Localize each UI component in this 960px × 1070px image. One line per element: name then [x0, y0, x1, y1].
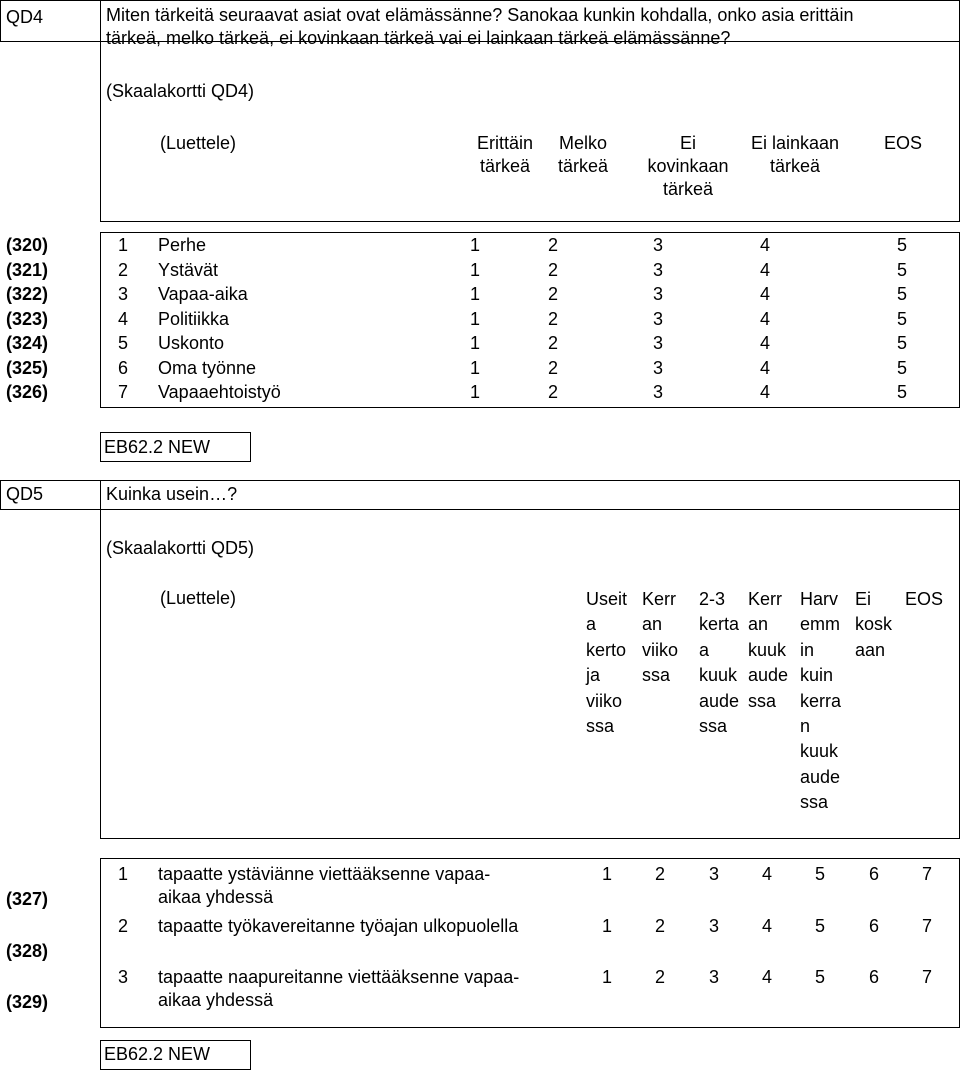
qd5-item-code: 2 — [654, 864, 665, 884]
qd4-row-code: 5 — [896, 382, 907, 402]
qd5-item-code: 1 — [601, 967, 612, 987]
qd5-var: (327) — [6, 889, 49, 909]
qd5-item-code: 1 — [601, 864, 612, 884]
qd4-question-line1: Miten tärkeitä seuraavat asiat ovat elämässänne? Sanokaa kunkin kohdalla, onko asia erittäin — [106, 5, 854, 25]
qd4-row-var: (326) — [6, 382, 49, 402]
qd4-row-code: 5 — [896, 308, 907, 329]
qd4-row-code: 1 — [469, 382, 480, 402]
qd4-row-code: 5 — [896, 235, 907, 255]
qd4-row-label: Oma työnne — [158, 357, 257, 378]
qd5-col-header: Ei kosk aan — [855, 589, 893, 660]
qd4-row-var: (321) — [6, 259, 49, 280]
qd4-row-code: 1 — [469, 333, 480, 353]
qd4-row-label: Uskonto — [158, 333, 225, 353]
qd5-code: QD5 — [6, 484, 44, 504]
qd4-header-very-line2: tärkeä — [479, 156, 531, 176]
qd5-item-code: 2 — [654, 916, 665, 936]
qd5-item-code: 4 — [761, 916, 772, 936]
qd4-row-code: 5 — [896, 284, 907, 304]
qd5-item-code: 3 — [708, 967, 719, 987]
qd5-item-number: 2 — [118, 916, 129, 936]
qd5-item-code: 2 — [654, 967, 665, 987]
qd4-row-code: 5 — [896, 357, 907, 378]
qd4-row-code: 5 — [896, 333, 907, 353]
qd4-row-code: 3 — [652, 259, 663, 280]
qd4-row-code: 2 — [547, 333, 558, 353]
qd4-row-number: 1 — [118, 235, 129, 255]
qd4-row-code: 1 — [469, 235, 480, 255]
qd5-item-code: 6 — [868, 967, 879, 987]
qd5-col-header: Harv emm in kuin kerra n kuuk aude ssa — [800, 589, 842, 813]
qd5-item-code: 3 — [708, 916, 719, 936]
qd4-row-code: 4 — [759, 284, 770, 304]
qd5-item-code: 7 — [921, 916, 932, 936]
qd4-row-code: 2 — [547, 259, 558, 280]
qd5-item-label-line1: tapaatte ystäviänne viettääksenne vapaa- — [158, 864, 491, 884]
qd4-row-code: 3 — [652, 382, 663, 402]
qd5-item-code: 3 — [708, 864, 719, 884]
qd4-row-code: 3 — [652, 333, 663, 353]
qd4-header-fairly-line1: Melko — [558, 133, 607, 153]
qd4-row-code: 3 — [652, 357, 663, 378]
qd4-header-notvery-line3: tärkeä — [662, 179, 714, 199]
qd5-item-label-line1: tapaatte naapureitanne viettääksenne vapaa- — [158, 967, 520, 987]
qd4-row-code: 2 — [547, 357, 558, 378]
qd5-item-code: 7 — [921, 864, 932, 884]
qd4-code: QD4 — [6, 7, 44, 27]
qd4-header-very-line1: Erittäin — [476, 133, 534, 153]
qd5-item-code: 6 — [868, 916, 879, 936]
qd4-header-notatall-line1: Ei lainkaan — [750, 133, 840, 153]
qd4-row-code: 4 — [759, 333, 770, 353]
qd5-item-code: 5 — [814, 967, 825, 987]
qd4-row-code: 2 — [547, 284, 558, 304]
qd4-row-code: 3 — [652, 235, 663, 255]
qd5-header-list: (Luettele) — [160, 588, 237, 608]
qd4-row-label: Vapaaehtoistyö — [158, 382, 281, 402]
qd5-item-code: 4 — [761, 967, 772, 987]
qd4-row-code: 4 — [759, 382, 770, 402]
qd4-row-code: 1 — [469, 259, 480, 280]
qd5-col-header: EOS — [905, 589, 944, 609]
qd4-row-code: 5 — [896, 259, 907, 280]
qd4-row-code: 4 — [759, 308, 770, 329]
qd4-scale-card: (Skaalakortti QD4) — [106, 81, 255, 101]
qd5-item-code: 7 — [921, 967, 932, 987]
qd4-row-code: 4 — [759, 235, 770, 255]
qd5-source: EB62.2 NEW — [104, 1044, 211, 1064]
qd4-row-var: (325) — [6, 357, 49, 378]
qd5-item-number: 1 — [118, 864, 129, 884]
qd4-row-code: 1 — [469, 308, 480, 329]
qd4-row-var: (320) — [6, 235, 49, 255]
qd5-item-code: 4 — [761, 864, 772, 884]
qd5-item-code: 5 — [814, 864, 825, 884]
qd4-header-fairly-line2: tärkeä — [557, 156, 609, 176]
qd4-row-code: 3 — [652, 284, 663, 304]
qd5-item-label-line2: aikaa yhdessä — [158, 887, 274, 907]
qd5-scale-card: (Skaalakortti QD5) — [106, 538, 255, 558]
qd5-item-code: 6 — [868, 864, 879, 884]
qd4-row-code: 1 — [469, 284, 480, 304]
qd5-item-label-line2: aikaa yhdessä — [158, 990, 274, 1010]
qd4-header-notvery-line2: kovinkaan — [647, 156, 729, 176]
qd4-row-number: 2 — [118, 259, 129, 280]
qd4-row-number: 7 — [118, 382, 129, 402]
qd5-item-code: 1 — [601, 916, 612, 936]
qd4-row-code: 4 — [759, 357, 770, 378]
qd4-row-var: (322) — [6, 284, 49, 304]
qd5-var: (328) — [6, 941, 49, 961]
qd5-var: (329) — [6, 992, 49, 1012]
qd5-item-number: 3 — [118, 967, 129, 987]
qd4-header-notatall-line2: tärkeä — [769, 156, 821, 176]
qd5-question: Kuinka usein…? — [106, 484, 238, 504]
qd4-row-var: (323) — [6, 308, 49, 329]
qd5-col-header: 2-3 kerta a kuuk aude ssa — [699, 589, 740, 737]
qd5-item-label-line1: tapaatte työkavereitanne työajan ulkopuolella — [158, 916, 519, 936]
qd4-row-code: 4 — [759, 259, 770, 280]
qd4-row-code: 3 — [652, 308, 663, 329]
qd4-row-label: Perhe — [158, 235, 207, 255]
qd4-row-label: Ystävät — [158, 259, 219, 280]
qd4-row-code: 2 — [547, 235, 558, 255]
qd4-header-notatall — [720, 132, 870, 178]
qd4-row-number: 5 — [118, 333, 129, 353]
qd5-col-header: Useit a kerto ja viiko ssa — [586, 589, 628, 737]
qd4-source: EB62.2 NEW — [104, 437, 211, 457]
qd4-row-label: Vapaa-aika — [158, 284, 248, 304]
qd4-row-code: 2 — [547, 308, 558, 329]
qd5-col-header: Kerr an kuuk aude ssa — [748, 589, 789, 711]
qd4-question-line2: tärkeä, melko tärkeä, ei kovinkaan tärkeä vai ei lainkaan tärkeä elämässänne? — [106, 28, 731, 48]
qd4-row-number: 4 — [118, 308, 129, 329]
qd4-row-var: (324) — [6, 333, 49, 353]
qd5-item-code: 5 — [814, 916, 825, 936]
qd4-row-number: 3 — [118, 284, 129, 304]
qd4-header-list: (Luettele) — [160, 133, 237, 153]
qd4-row-code: 1 — [469, 357, 480, 378]
qd4-header-notvery-line1: Ei — [679, 133, 696, 153]
qd5-col-header: Kerr an viiko ssa — [642, 589, 679, 686]
qd4-row-number: 6 — [118, 357, 129, 378]
qd4-header-dk: EOS — [883, 133, 922, 153]
qd4-row-code: 2 — [547, 382, 558, 402]
qd4-row-label: Politiikka — [158, 308, 230, 329]
